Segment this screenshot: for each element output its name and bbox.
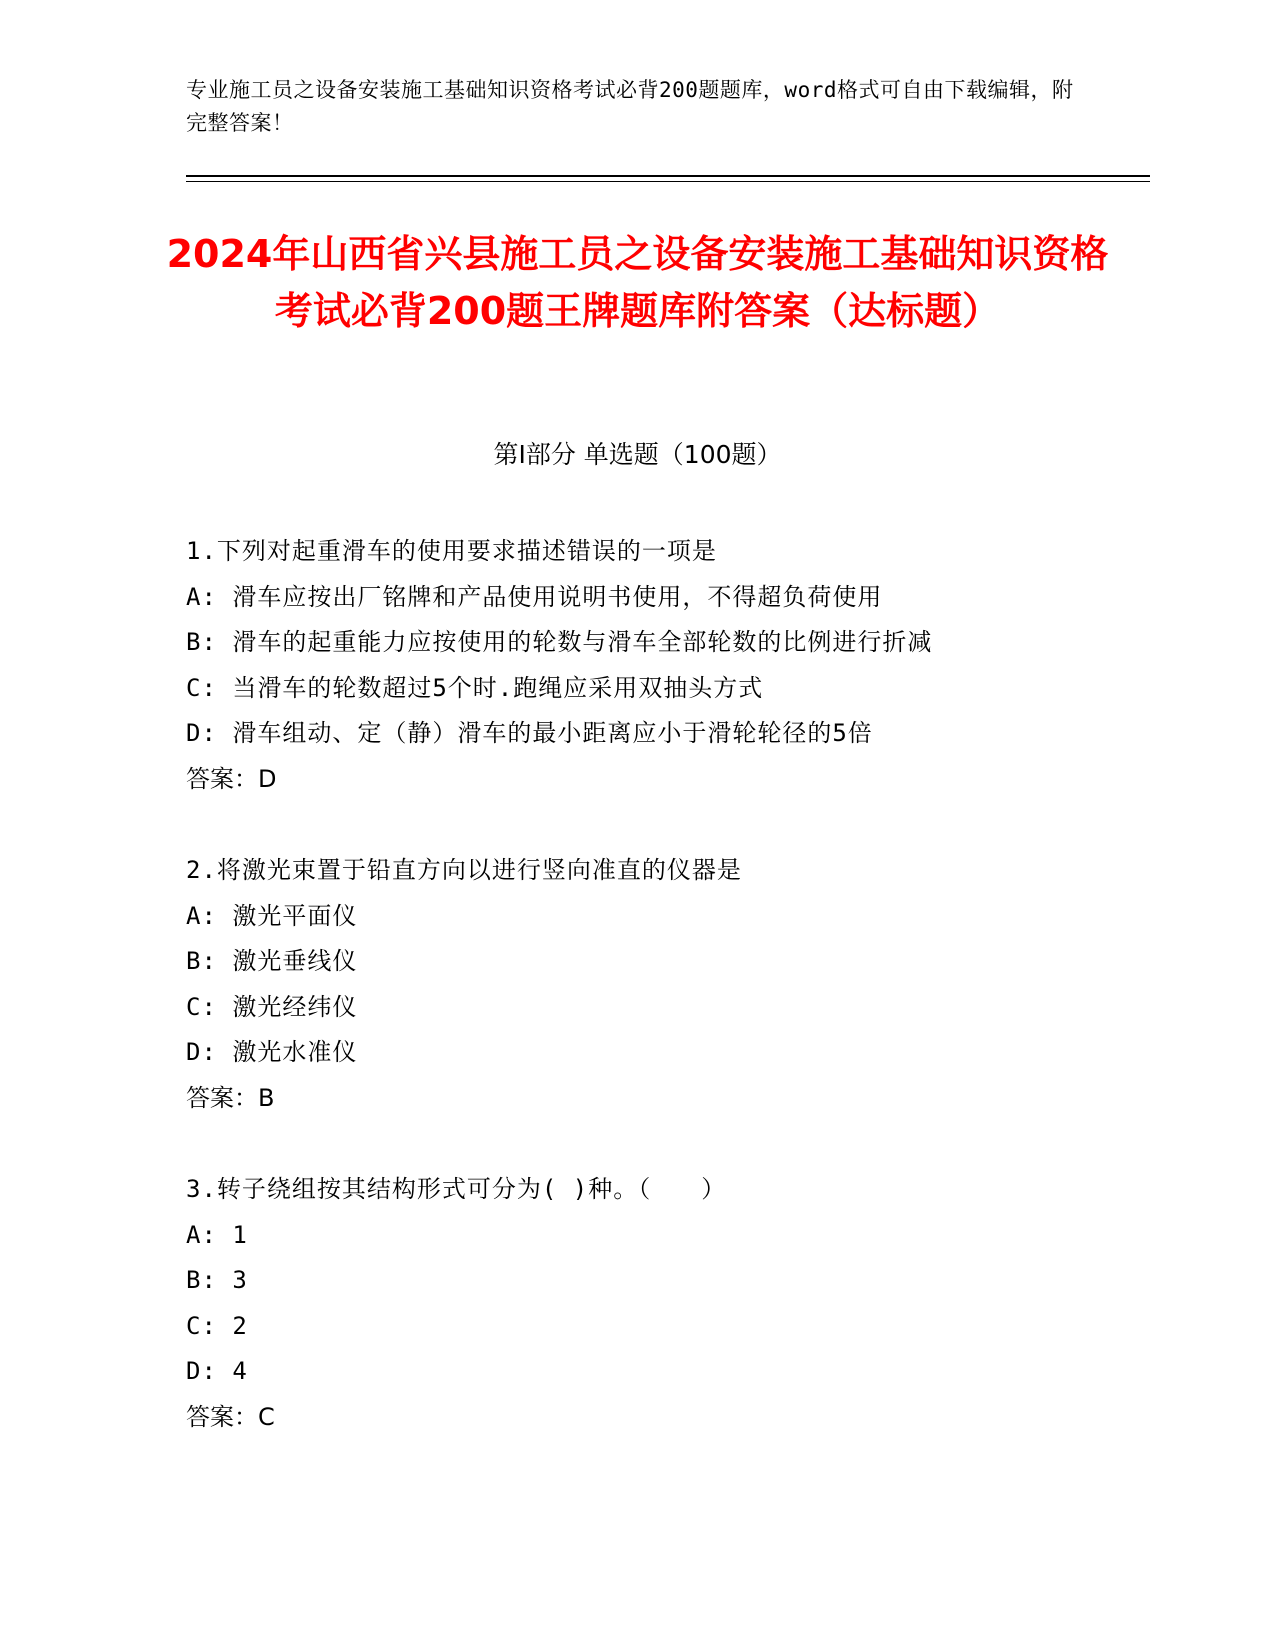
answer: 答案：D <box>186 764 277 793</box>
answer: 答案：C <box>186 1402 275 1431</box>
question-stem: 1.下列对起重滑车的使用要求描述错误的一项是 <box>186 537 717 565</box>
question-stem: 3.转子绕组按其结构形式可分为( )种。（ ） <box>186 1175 727 1203</box>
option-b: B: 激光垂线仪 <box>186 947 358 975</box>
question-2 <box>186 848 1146 1121</box>
question-1 <box>186 529 1146 802</box>
option-d: D: 激光水准仪 <box>186 1038 358 1066</box>
option-d: D: 4 <box>186 1357 248 1385</box>
option-b: B: 3 <box>186 1266 248 1294</box>
header-divider-thick <box>186 175 1150 177</box>
option-b: B: 滑车的起重能力应按使用的轮数与滑车全部轮数的比例进行折减 <box>186 628 933 656</box>
option-c: C: 激光经纬仪 <box>186 992 358 1021</box>
answer: 答案：B <box>186 1083 275 1112</box>
document-title: 2024年山西省兴县施工员之设备安装施工基础知识资格考试必背200题王牌题库附答案（达标题） <box>166 232 1109 333</box>
option-c: C: 当滑车的轮数超过5个时.跑绳应采用双抽头方式 <box>186 673 764 702</box>
option-a: A: 激光平面仪 <box>186 901 358 930</box>
question-3 <box>186 1167 1146 1440</box>
option-a: A: 1 <box>186 1220 248 1249</box>
option-a: A: 滑车应按出厂铭牌和产品使用说明书使用，不得超负荷使用 <box>186 582 883 611</box>
option-c: C: 2 <box>186 1311 248 1340</box>
header-note: 专业施工员之设备安装施工基础知识资格考试必背200题题库，word格式可自由下载编辑，附完整答案！ <box>186 78 1074 135</box>
section-title: 第I部分 单选题（100题） <box>493 440 782 469</box>
option-d: D: 滑车组动、定（静）滑车的最小距离应小于滑轮轮径的5倍 <box>186 719 873 747</box>
header-divider-thin <box>186 181 1150 182</box>
question-list <box>186 529 1146 1486</box>
question-stem: 2.将激光束置于铅直方向以进行竖向准直的仪器是 <box>186 856 742 884</box>
